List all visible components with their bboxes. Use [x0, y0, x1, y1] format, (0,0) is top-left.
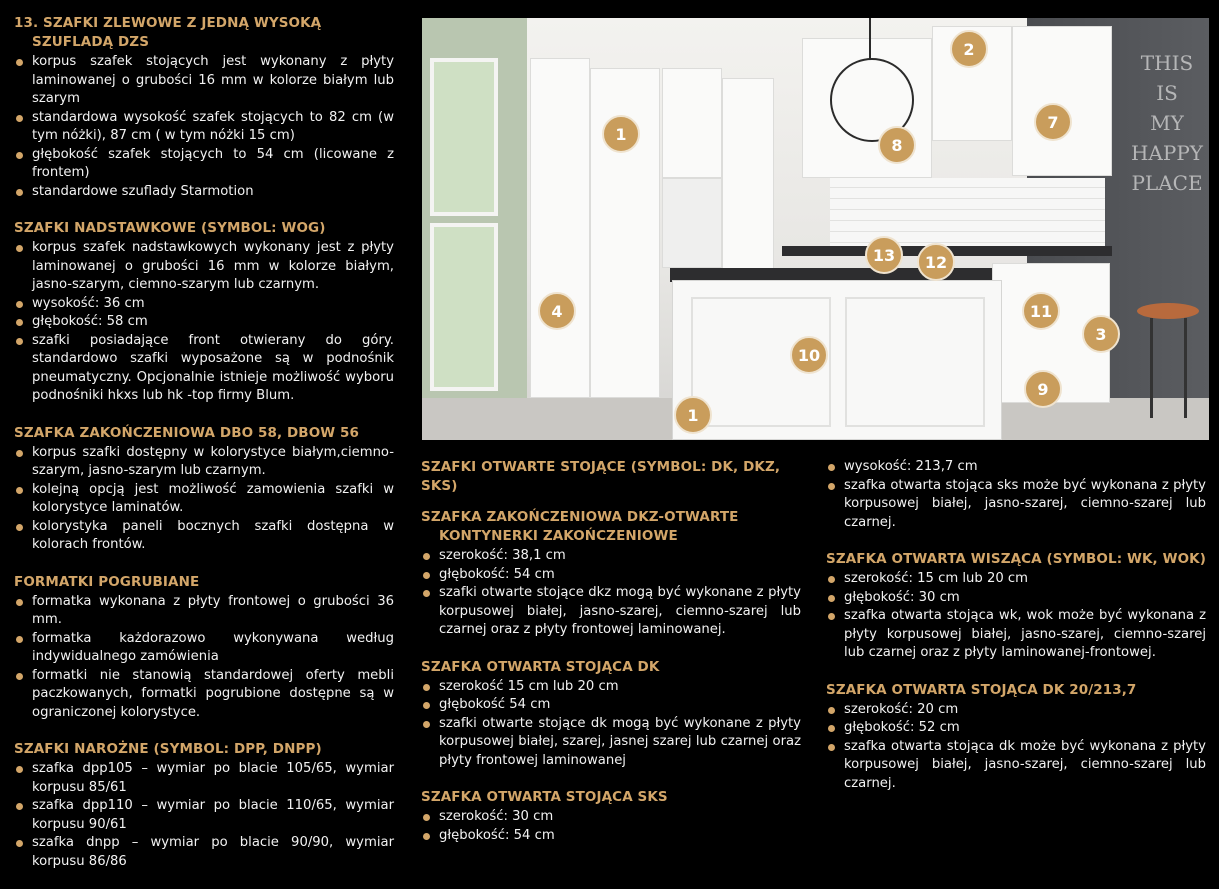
- bullet-list: [826, 458, 1206, 532]
- bullet-item: wysokość: 36 cm: [14, 295, 394, 314]
- number-badge: 10: [790, 336, 828, 374]
- bullet-list: [14, 239, 394, 406]
- right-column: [826, 458, 1206, 811]
- bullet-item: głębokość szafek stojących to 54 cm (licowane z frontem): [14, 146, 394, 183]
- section-heading: SZAFKA OTWARTA WISZĄCA (SYMBOL: WK, WOK): [826, 551, 1206, 567]
- bullet-item: kolorystyka paneli bocznych szafki dostępna w kolorach frontów.: [14, 518, 394, 555]
- bullet-item: standardowe szuflady Starmotion: [14, 183, 394, 202]
- bullet-item: szafka otwarta stojąca dk może być wykonana z płyty korpusowej białej, jasno-szarej, ciemno-szarej lub czarnej.: [826, 738, 1206, 794]
- section-heading: SZAFKI NADSTAWKOWE (SYMBOL: WOG): [14, 220, 326, 236]
- section-heading: FORMATKI POGRUBIANE: [14, 573, 200, 590]
- section-heading: SZAFKA OTWARTA STOJĄCA SKS: [421, 789, 668, 805]
- section-heading: SZAFKA OTWARTA STOJĄCA DK: [421, 658, 660, 675]
- bullet-list: [14, 593, 394, 723]
- number-badge: 1: [674, 396, 712, 434]
- spec-section: [826, 681, 1206, 794]
- bullet-item: głębokość: 52 cm: [826, 719, 1206, 738]
- bullet-item: szafka dnpp – wymiar po blacie 90/90, wymiar korpusu 86/86: [14, 834, 394, 871]
- number-badge: 13: [865, 236, 903, 274]
- bullet-item: szafki posiadające front otwierany do góry. standardowo szafki wyposażone są w podnośnik pneumatyczny. Opcjonalnie istnieje możliwość wyboru podnośniki hkxs lub hk -top firmy Blum.: [14, 332, 394, 406]
- wall-word: IS: [1156, 81, 1178, 105]
- bullet-list: [826, 701, 1206, 794]
- bullet-item: szafka otwarta stojąca sks może być wykonana z płyty korpusowej białej, jasno-szarej, ciemno-szarej lub czarnej.: [826, 477, 1206, 533]
- section-heading: SZAFKA OTWARTA STOJĄCA DK 20/213,7: [826, 681, 1137, 698]
- bullet-item: szerokość 15 cm lub 20 cm: [421, 678, 801, 697]
- wall-word: THIS: [1140, 51, 1194, 75]
- wall-word: PLACE: [1131, 171, 1203, 195]
- spec-section: [14, 424, 394, 555]
- number-badge: 3: [1082, 315, 1120, 353]
- wall-word: HAPPY: [1130, 141, 1203, 165]
- bullet-item: szerokość: 38,1 cm: [421, 547, 801, 566]
- spec-section: [826, 550, 1206, 663]
- bullet-list: [421, 547, 801, 640]
- bullet-item: głębokość: 54 cm: [421, 566, 801, 585]
- bullet-item: korpus szafek nadstawkowych wykonany jest z płyty laminowanej o grubości 16 mm w kolorze białym, jasno-szarym, ciemno-szarym lub czarnym.: [14, 239, 394, 295]
- middle-column: [421, 458, 801, 863]
- left-column: [14, 14, 394, 889]
- spec-section: [14, 573, 394, 723]
- section-heading: SZAFKA ZAKOŃCZENIOWA DKZ-OTWARTE KONTYNERKI ZAKOŃCZENIOWE: [421, 509, 739, 544]
- section-heading: SZAFKA ZAKOŃCZENIOWA DBO 58, DBOW 56: [14, 424, 360, 441]
- bullet-item: szafki otwarte stojące dk mogą być wykonane z płyty korpusowej białej, szarej, jasnej szarej lub czarnej oraz płyty frontowej laminowanej: [421, 715, 801, 771]
- bullet-item: formatka każdorazowo wykonywana według indywidualnego zamówienia: [14, 630, 394, 667]
- number-badge: 4: [538, 292, 576, 330]
- spec-section: [421, 658, 801, 771]
- number-badge: 1: [602, 115, 640, 153]
- bullet-item: formatka wykonana z płyty frontowej o grubości 36 mm.: [14, 593, 394, 630]
- bullet-item: standardowa wysokość szafek stojących to 82 cm (w tym nóżki), 87 cm ( w tym nóżki 15 cm): [14, 109, 394, 146]
- window: [422, 18, 527, 440]
- kitchen-photo: [422, 18, 1209, 440]
- number-badge: 7: [1034, 103, 1072, 141]
- bullet-item: formatki nie stanowią standardowej oferty mebli paczkowanych, formatki pogrubione dostępne są w ograniczonej kolorystyce.: [14, 667, 394, 723]
- bullet-list: [421, 808, 801, 845]
- spec-section: [14, 740, 394, 871]
- bullet-item: szerokość: 15 cm lub 20 cm: [826, 570, 1206, 589]
- bullet-list: [14, 53, 394, 201]
- bullet-item: szerokość: 30 cm: [421, 808, 801, 827]
- number-badge: 2: [950, 30, 988, 68]
- bullet-item: szafki otwarte stojące dkz mogą być wykonane z płyty korpusowej białej, jasno-szarej, ciemno-szarej lub czarnej oraz z płyty frontowej laminowanej.: [421, 584, 801, 640]
- bullet-item: wysokość: 213,7 cm: [826, 458, 1206, 477]
- number-badge: 12: [917, 243, 955, 281]
- number-badge: 8: [878, 126, 916, 164]
- bullet-item: korpus szafek stojących jest wykonany z płyty laminowanej o grubości 16 mm w kolorze białym lub szarym: [14, 53, 394, 109]
- spec-section: [421, 458, 801, 496]
- section-heading: 13. SZAFKI ZLEWOWE Z JEDNĄ WYSOKĄ SZUFLADĄ DZS: [14, 15, 322, 50]
- bar-stool: [1137, 303, 1199, 319]
- number-badge: 9: [1024, 370, 1062, 408]
- bullet-item: szafka dpp105 – wymiar po blacie 105/65, wymiar korpusu 85/61: [14, 760, 394, 797]
- section-heading: SZAFKI OTWARTE STOJĄCE (SYMBOL: DK, DKZ, SKS): [421, 459, 781, 494]
- spec-section: [421, 788, 801, 845]
- bullet-item: kolejną opcją jest możliwość zamowienia szafki w kolorystyce laminatów.: [14, 481, 394, 518]
- wall-word: MY: [1150, 111, 1184, 135]
- spec-section: [14, 219, 394, 406]
- number-badge: 11: [1022, 292, 1060, 330]
- spec-section: [14, 14, 394, 201]
- wall-lettering: [1127, 48, 1207, 198]
- spec-section: [826, 458, 1206, 532]
- bullet-item: głębokość: 30 cm: [826, 589, 1206, 608]
- section-heading: SZAFKI NAROŻNE (SYMBOL: DPP, DNPP): [14, 741, 322, 757]
- bullet-item: korpus szafki dostępny w kolorystyce białym,ciemno-szarym, jasno-szarym lub czarnym.: [14, 444, 394, 481]
- bullet-item: głębokość: 58 cm: [14, 313, 394, 332]
- bullet-item: głębokość 54 cm: [421, 696, 801, 715]
- kitchen-island: [672, 280, 1002, 440]
- spec-section: [421, 508, 801, 640]
- bullet-item: szafka dpp110 – wymiar po blacie 110/65, wymiar korpusu 90/61: [14, 797, 394, 834]
- bullet-item: głębokość: 54 cm: [421, 827, 801, 846]
- bullet-item: szafka otwarta stojąca wk, wok może być wykonana z płyty korpusowej białej, jasno-szarej, ciemno-szarej lub czarnej oraz z płyty laminowanej-frontowej.: [826, 607, 1206, 663]
- bullet-list: [826, 570, 1206, 663]
- bullet-list: [14, 760, 394, 871]
- bullet-item: szerokość: 20 cm: [826, 701, 1206, 720]
- bullet-list: [14, 444, 394, 555]
- bullet-list: [421, 678, 801, 771]
